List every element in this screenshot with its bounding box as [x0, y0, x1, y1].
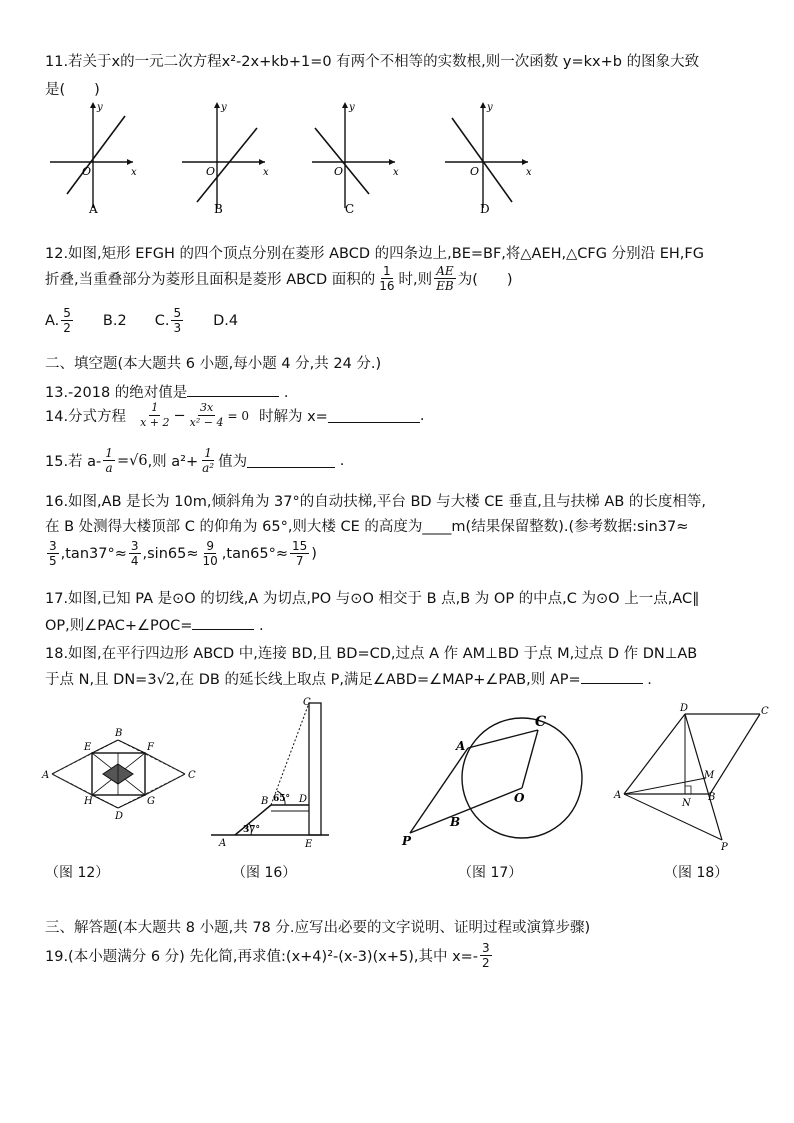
q14: 14.分式方程 $\frac{1}{x + 2}$ − $\frac{3x}{\text{x² − 4}}$ = 0 时解为 x= .	[45, 401, 425, 429]
q12-ratio: $\frac{AE}{EB}$	[436, 264, 454, 293]
q12-text-line1: 12.如图,矩形 EFGH 的四个顶点分别在菱形 ABCD 的四条边上,BE=BF,将△AEH,△CFG 分别沿 EH,FG	[45, 246, 704, 262]
figure-16	[205, 695, 340, 855]
graph-a-label: A	[89, 202, 98, 216]
graph-d-label: D	[480, 202, 490, 216]
q15: 15.若 a- $\frac{1}{a}$ = √6 ,则 a²+ $\frac{1}{\text{a²}}$ 值为 .	[45, 446, 345, 475]
svg-text:D: D	[680, 703, 689, 714]
svg-text:A: A	[42, 770, 50, 781]
q12-fraction: $\frac{1}{16}$	[379, 264, 395, 293]
svg-text:y: y	[349, 102, 355, 113]
svg-text:B: B	[450, 815, 461, 829]
q12-option-b: B.2	[102, 312, 127, 329]
figure-18	[610, 700, 780, 850]
q12-text-line2: 折叠,当重叠部分为菱形且面积是菱形 ABCD 面积的 $\frac{1}{16}$ 时,则 $\frac{AE}{EB}$ 为( )	[45, 264, 513, 293]
svg-text:y: y	[97, 102, 103, 113]
q14-answer-blank	[328, 409, 420, 423]
svg-text:x: x	[526, 167, 532, 178]
graph-a	[50, 102, 137, 216]
graph-c-label: C	[345, 202, 355, 216]
q12-option-c: C.	[154, 312, 170, 329]
svg-text:B: B	[261, 796, 269, 807]
q11-graphs	[45, 98, 545, 220]
svg-text:E: E	[84, 742, 92, 753]
svg-text:C: C	[303, 697, 311, 708]
figure-18-caption: （图 18）	[664, 865, 729, 881]
svg-text:E: E	[305, 839, 313, 850]
svg-text:A: A	[219, 838, 227, 849]
q13-answer-blank	[187, 383, 279, 397]
section2-heading: 二、填空题(本大题共 6 小题,每小题 4 分,共 24 分.)	[45, 356, 382, 372]
svg-text:D: D	[299, 794, 308, 805]
svg-text:C: C	[188, 770, 196, 781]
q12-option-d: D.4	[213, 312, 239, 329]
axis-o-label: O	[82, 165, 92, 178]
q17-text-line2: OP,则∠PAC+∠POC= .	[45, 618, 264, 634]
svg-text:F: F	[147, 742, 154, 753]
svg-text:C: C	[761, 706, 769, 717]
svg-text:37°: 37°	[243, 825, 261, 835]
q13: 13.-2018 的绝对值是 .	[45, 385, 289, 401]
q19: 19.(本小题满分 6 分) 先化简,再求值:(x+4)²-(x-3)(x+5),其中 x=- $\frac{3}{2}$	[45, 941, 490, 970]
q17-text-line1: 17.如图,已知 PA 是⊙O 的切线,A 为切点,PO 与⊙O 相交于 B 点,B 为 OP 的中点,C 为⊙O 上一点,AC∥	[45, 591, 700, 607]
section3-heading: 三、解答题(本大题共 8 小题,共 78 分.应写出必要的文字说明、证明过程或演算步骤)	[45, 920, 591, 936]
q18-text-line1: 18.如图,在平行四边形 ABCD 中,连接 BD,且 BD=CD,过点 A 作 AM⊥BD 于点 M,过点 D 作 DN⊥AB	[45, 646, 698, 662]
q17-answer-blank	[192, 616, 254, 630]
q16-text-line3: $\frac{3}{5}$ ,tan37°≈ $\frac{3}{4}$ ,sin65≈ $\frac{9}{10}$ ,tan65°≈ $\frac{15}{7}$ )	[49, 539, 317, 568]
svg-text:O: O	[470, 165, 480, 178]
q12-options: A. $\frac{5}{2}$ B.2 C. $\frac{5}{3}$ D.4	[45, 306, 239, 335]
svg-text:y: y	[487, 102, 493, 113]
q18-answer-blank	[581, 670, 643, 684]
svg-text:O: O	[334, 165, 344, 178]
q12-option-a: A.	[45, 312, 60, 329]
svg-text:B: B	[115, 728, 123, 739]
svg-text:C: C	[535, 714, 547, 730]
svg-text:H: H	[84, 796, 93, 807]
q18-text-line2: 于点 N,且 DN=3√2,在 DB 的延长线上取点 P,满足∠ABD=∠MAP+∠PAB,则 AP= .	[45, 672, 652, 688]
svg-text:x: x	[263, 167, 269, 178]
figure-17-caption: （图 17）	[458, 865, 523, 881]
svg-text:M: M	[704, 770, 715, 781]
svg-text:x: x	[393, 167, 399, 178]
svg-text:O: O	[206, 165, 216, 178]
figure-17	[398, 708, 593, 858]
graph-c	[312, 102, 399, 216]
graph-d	[445, 102, 532, 216]
q16-text-line2: 在 B 处测得大楼顶部 C 的仰角为 65°,则大楼 CE 的高度为____m(结果保留整数).(参考数据:sin37≈	[45, 519, 689, 535]
q15-answer-blank	[247, 454, 335, 468]
svg-text:N: N	[682, 798, 691, 809]
svg-text:P: P	[721, 842, 728, 850]
svg-text:O: O	[514, 791, 525, 805]
svg-text:B: B	[708, 792, 716, 803]
svg-text:G: G	[147, 796, 155, 807]
svg-text:D: D	[115, 811, 124, 822]
svg-text:x: x	[131, 167, 137, 178]
svg-text:P: P	[402, 834, 412, 848]
figure-16-caption: （图 16）	[232, 865, 297, 881]
svg-text:A: A	[456, 739, 466, 753]
q16-text-line1: 16.如图,AB 是长为 10m,倾斜角为 37°的自动扶梯,平台 BD 与大楼 CE 垂直,且与扶梯 AB 的长度相等,	[45, 494, 706, 510]
q11-text-line2: 是( )	[45, 82, 100, 98]
svg-text:y: y	[221, 102, 227, 113]
figure-12-caption: （图 12）	[45, 865, 110, 881]
q11-text-line1: 11.若关于x的一元二次方程x²-2x+kb+1=0 有两个不相等的实数根,则一次函数 y=kx+b 的图象大致	[45, 54, 700, 70]
figure-12	[40, 722, 200, 822]
svg-text:A: A	[614, 790, 622, 801]
svg-text:65°: 65°	[273, 794, 291, 804]
graph-b-label: B	[214, 202, 223, 216]
graph-b	[182, 102, 269, 216]
